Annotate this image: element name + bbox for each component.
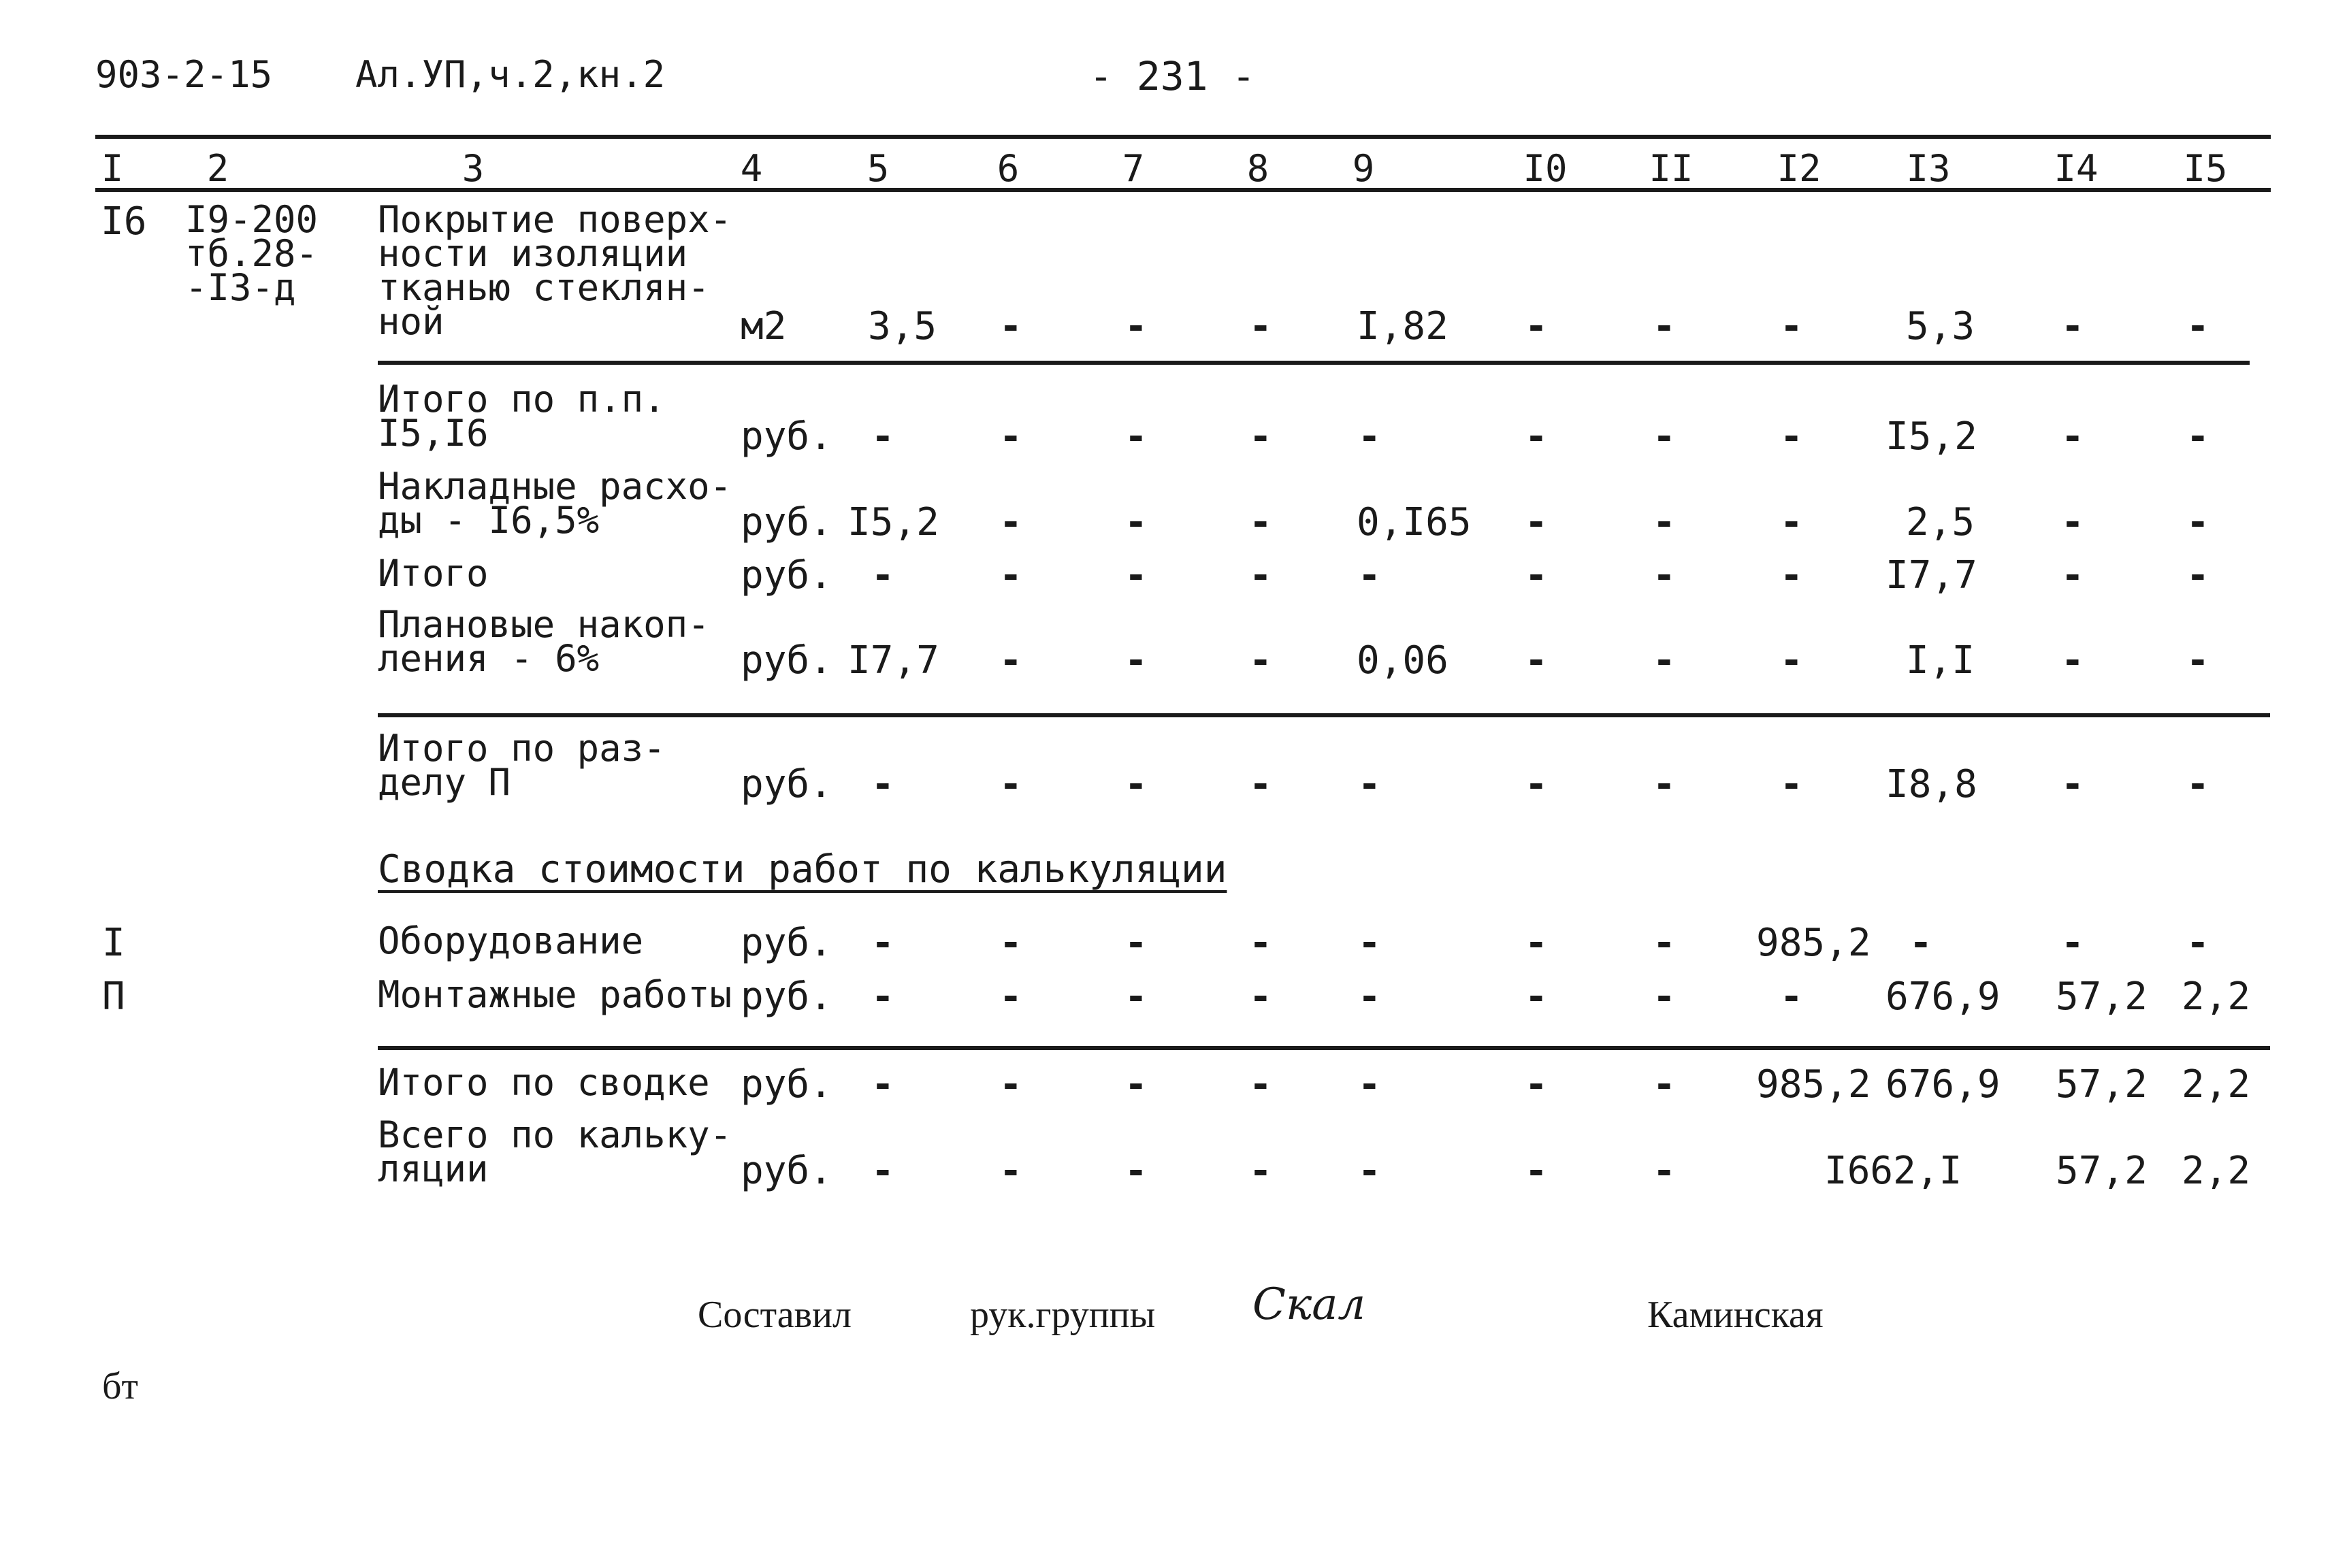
row-number: I <box>102 921 125 965</box>
cell-value: - <box>2061 414 2084 459</box>
cell-value: 57,2 <box>2056 1149 2148 1193</box>
row-unit: руб. <box>741 975 832 1019</box>
cell-value: - <box>1909 921 1932 965</box>
cell-value: I,82 <box>1357 304 1448 348</box>
cell-value: - <box>1525 975 1548 1019</box>
cell-value: - <box>1124 414 1148 459</box>
cell-value: - <box>2186 921 2209 965</box>
table-top-rule <box>95 135 2271 139</box>
cell-value: - <box>1780 553 1803 598</box>
norm-reference: I9-200 тб.28- -I3-д <box>185 198 319 309</box>
cell-value: 2,5 <box>1906 500 1975 544</box>
cell-value: - <box>2061 921 2084 965</box>
cell-value: 2,2 <box>2182 1149 2251 1193</box>
cell-value: - <box>1525 414 1548 459</box>
cell-value: - <box>871 1149 894 1193</box>
cell-value: - <box>1653 762 1676 806</box>
column-number: I5 <box>2183 147 2228 190</box>
cell-value: - <box>999 1149 1022 1193</box>
document-header <box>0 53 2332 108</box>
cell-value: I,I <box>1906 638 1975 683</box>
cell-value: I5,2 <box>847 500 939 544</box>
row-description: Всего по кальку- ляции <box>378 1113 732 1190</box>
column-number: I2 <box>1777 147 1821 190</box>
cell-value: - <box>871 1062 894 1107</box>
cell-value: - <box>999 638 1022 683</box>
cell-value: - <box>1249 414 1272 459</box>
cell-value: - <box>1780 638 1803 683</box>
cell-value: - <box>1653 638 1676 683</box>
cell-value: - <box>1249 762 1272 806</box>
cell-value: - <box>1780 414 1803 459</box>
handwritten-signature: Скал <box>1252 1279 1366 1330</box>
document-reference: Ал.УП,ч.2,кн.2 <box>355 53 666 96</box>
cell-value: - <box>1525 921 1548 965</box>
cell-value: - <box>999 500 1022 544</box>
cell-value: - <box>1358 921 1381 965</box>
column-number: II <box>1649 147 1694 190</box>
row-unit: руб. <box>741 500 832 544</box>
cell-value: - <box>1358 762 1381 806</box>
cell-value: - <box>1780 762 1803 806</box>
row-unit: руб. <box>741 638 832 683</box>
cell-value: - <box>1124 553 1148 598</box>
column-number: 2 <box>206 147 229 190</box>
cell-value: - <box>2061 304 2084 348</box>
row-description: Монтажные работы <box>378 973 732 1016</box>
column-number: 8 <box>1246 147 1269 190</box>
cell-value: - <box>1358 975 1381 1019</box>
cell-value: - <box>1249 500 1272 544</box>
row-unit: руб. <box>741 762 832 806</box>
cell-value: - <box>1358 1062 1381 1107</box>
row-unit: руб. <box>741 553 832 598</box>
row-description: Оборудование <box>378 919 644 962</box>
cell-value: - <box>999 1062 1022 1107</box>
cell-value: - <box>2061 638 2084 683</box>
cell-value: - <box>1780 304 1803 348</box>
cell-value: - <box>1249 975 1272 1019</box>
cell-value: I7,7 <box>1885 553 1977 598</box>
cell-value: - <box>1653 975 1676 1019</box>
row-unit: руб. <box>741 1149 832 1193</box>
row-number: П <box>102 975 125 1019</box>
cell-value: - <box>999 762 1022 806</box>
cell-value: 3,5 <box>868 304 937 348</box>
cell-value: - <box>999 304 1022 348</box>
cell-value: - <box>1124 975 1148 1019</box>
cell-value: - <box>1525 762 1548 806</box>
page-stamp: бт <box>102 1365 138 1407</box>
cell-value: - <box>999 553 1022 598</box>
cell-value: - <box>1780 975 1803 1019</box>
position-label: рук.группы <box>970 1294 1156 1336</box>
cell-value: - <box>2061 553 2084 598</box>
column-number: 3 <box>461 147 485 190</box>
row-description: Итого по сводке <box>378 1061 710 1104</box>
column-number: 6 <box>997 147 1020 190</box>
cell-value: - <box>871 553 894 598</box>
cell-value: - <box>1525 304 1548 348</box>
cell-value: - <box>871 762 894 806</box>
cell-value: 5,3 <box>1906 304 1975 348</box>
column-number: 5 <box>867 147 890 190</box>
row-description: Итого по п.п. I5,I6 <box>378 378 666 455</box>
cell-value: - <box>1780 500 1803 544</box>
cell-value: 676,9 <box>1885 975 2001 1019</box>
cell-value: - <box>871 975 894 1019</box>
cell-value: - <box>1249 1149 1272 1193</box>
column-number: I0 <box>1523 147 1568 190</box>
cell-value: 676,9 <box>1885 1062 2001 1107</box>
cell-value: 985,2 <box>1756 921 1871 965</box>
row-description: Накладные расхо- ды - I6,5% <box>378 465 732 542</box>
cell-value: - <box>871 921 894 965</box>
cell-value: - <box>1653 304 1676 348</box>
cell-value: - <box>2186 762 2209 806</box>
cell-value: - <box>1653 553 1676 598</box>
cell-value: - <box>1124 762 1148 806</box>
cell-value: I5,2 <box>1885 414 1977 459</box>
column-number: 9 <box>1352 147 1375 190</box>
row-unit: руб. <box>741 414 832 459</box>
cell-value: - <box>1124 921 1148 965</box>
cell-value: - <box>1249 921 1272 965</box>
column-number: I4 <box>2054 147 2099 190</box>
cell-value: - <box>1653 414 1676 459</box>
cell-value: - <box>2186 414 2209 459</box>
compiler-name: Каминская <box>1647 1294 1824 1336</box>
summary-section-title: Сводка стоимости работ по калькуляции <box>378 847 1227 892</box>
cell-value: I7,7 <box>847 638 939 683</box>
row-unit: м2 <box>741 304 787 348</box>
row-description: Итого по раз- делу П <box>378 727 666 804</box>
row-separator-rule <box>378 361 2250 365</box>
cell-value: - <box>2186 500 2209 544</box>
row-description: Итого <box>378 552 489 595</box>
cell-value: - <box>2186 553 2209 598</box>
cell-value: - <box>1124 500 1148 544</box>
cell-value: 2,2 <box>2182 1062 2251 1107</box>
document-code: 903-2-15 <box>95 53 273 96</box>
cell-value: - <box>1358 553 1381 598</box>
cell-value: 985,2 <box>1756 1062 1871 1107</box>
cell-value: - <box>1358 1149 1381 1193</box>
cell-value: - <box>1653 500 1676 544</box>
cell-value: - <box>1124 304 1148 348</box>
cell-value: - <box>1653 1062 1676 1107</box>
cell-value: - <box>1525 553 1548 598</box>
cell-value: - <box>1124 1149 1148 1193</box>
row-number: I6 <box>101 199 147 244</box>
cell-value: I662,I <box>1824 1149 1962 1193</box>
cell-value: - <box>1653 921 1676 965</box>
cell-value: I8,8 <box>1885 762 1977 806</box>
cell-value: - <box>999 975 1022 1019</box>
cell-value: - <box>1124 1062 1148 1107</box>
cell-value: - <box>2061 500 2084 544</box>
cell-value: 2,2 <box>2182 975 2251 1019</box>
cell-value: - <box>1124 638 1148 683</box>
row-unit: руб. <box>741 1062 832 1107</box>
summary-separator-rule <box>378 1046 2270 1050</box>
cell-value: - <box>2186 304 2209 348</box>
page-number: - 231 - <box>1089 53 1256 99</box>
cell-value: 0,06 <box>1357 638 1448 683</box>
cell-value: - <box>2061 762 2084 806</box>
section-separator-rule <box>378 713 2270 717</box>
row-description: Покрытие поверх- ности изоляции тканью стеклян- ной <box>378 198 732 343</box>
column-number: 4 <box>740 147 763 190</box>
compiled-by-label: Составил <box>698 1294 852 1336</box>
cell-value: - <box>1249 638 1272 683</box>
cell-value: - <box>1249 553 1272 598</box>
cell-value: - <box>999 921 1022 965</box>
row-unit: руб. <box>741 921 832 965</box>
cell-value: - <box>1249 1062 1272 1107</box>
cell-value: - <box>1525 1149 1548 1193</box>
column-number: 7 <box>1122 147 1145 190</box>
cell-value: - <box>2186 638 2209 683</box>
column-number: I3 <box>1906 147 1951 190</box>
cell-value: - <box>1525 1062 1548 1107</box>
column-number: I <box>101 147 124 190</box>
row-description: Плановые накоп- ления - 6% <box>378 603 710 680</box>
cell-value: - <box>1249 304 1272 348</box>
cell-value: 57,2 <box>2056 975 2148 1019</box>
cell-value: - <box>1653 1149 1676 1193</box>
cell-value: - <box>1358 414 1381 459</box>
cell-value: - <box>999 414 1022 459</box>
cell-value: 0,I65 <box>1357 500 1472 544</box>
cell-value: - <box>1525 638 1548 683</box>
cell-value: 57,2 <box>2056 1062 2148 1107</box>
cell-value: - <box>871 414 894 459</box>
cell-value: - <box>1525 500 1548 544</box>
